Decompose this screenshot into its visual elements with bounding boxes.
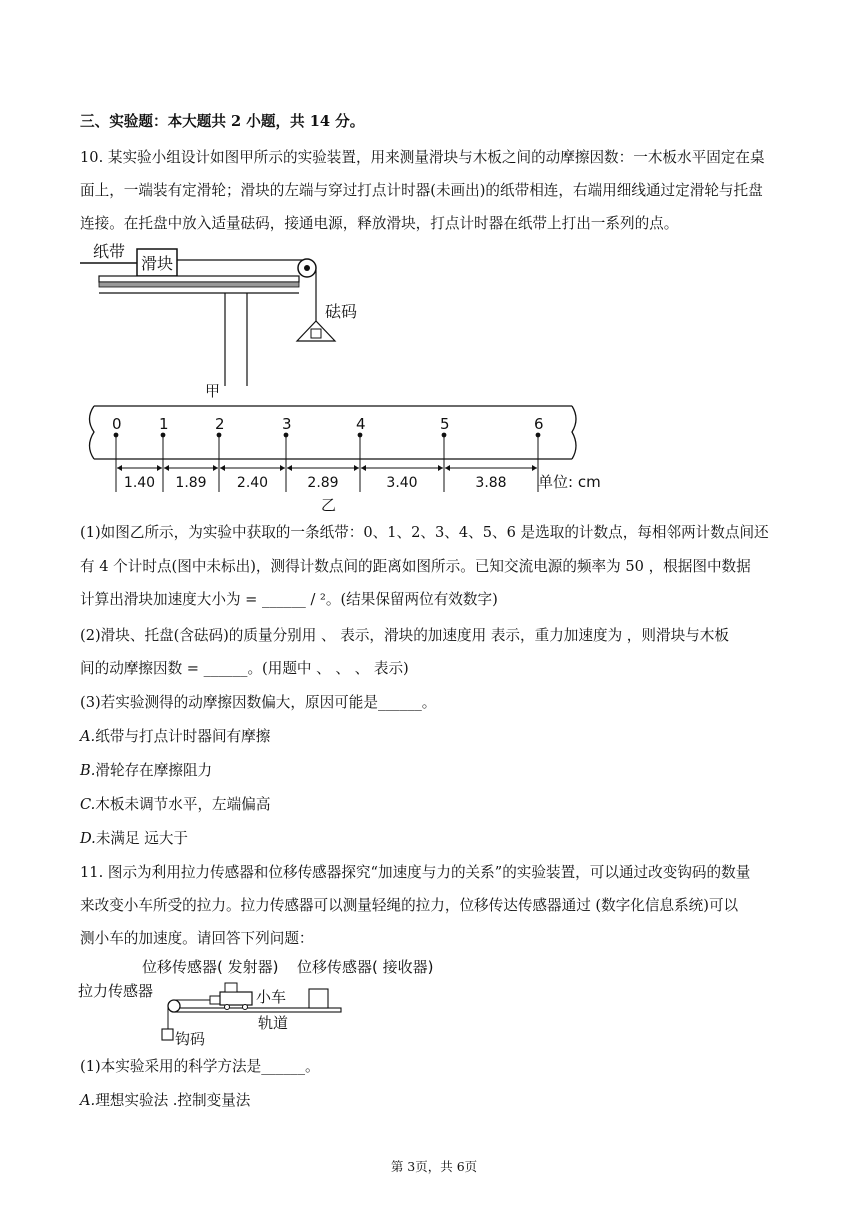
q11-sub1: (1)本实验采用的科学方法是______。	[80, 1058, 320, 1075]
option-text: 纸带与打点计时器间有摩擦	[95, 728, 271, 745]
arrow-head-icon	[164, 465, 169, 471]
sensor-receiver-label: 位移传感器( 接收器)	[297, 958, 434, 976]
figure-q11-apparatus	[75, 952, 455, 1052]
q10-sub1-line-1: (1)如图乙所示，为实验中获取的一条纸带：0、1、2、3、4、5、6 是选取的计数点，每相邻两计数点间还	[80, 524, 769, 541]
tape-left-tear	[90, 406, 95, 459]
arrow-head-icon	[445, 465, 450, 471]
arrow-head-icon	[361, 465, 366, 471]
option-text: 未满足 远大于	[95, 830, 189, 847]
page-footer: 第 3页，共 6页	[390, 1159, 478, 1174]
q10-option-c	[80, 795, 270, 815]
option-text: 滑轮存在摩擦阻力	[95, 762, 213, 779]
hook-weight-icon	[162, 1029, 173, 1040]
pulley-icon	[168, 1000, 180, 1012]
q10-option-b	[80, 761, 212, 781]
arrow-head-icon	[287, 465, 292, 471]
cart-icon	[220, 992, 252, 1005]
q10-sub1-line-3: 计算出滑块加速度大小为 = ______ / ²。(结果保留两位有效数字)	[80, 591, 498, 608]
tape-point-label: 3	[282, 415, 292, 433]
arrow-head-icon	[157, 465, 162, 471]
q10-stem-line-1: 10. 某实验小组设计如图甲所示的实验装置，用来测量滑块与木板之间的动摩擦因数：一木板水平固定在桌	[80, 149, 765, 166]
arrow-head-icon	[280, 465, 285, 471]
wooden-board	[99, 276, 299, 282]
distance-label: 1.40	[123, 475, 156, 491]
tape-right-tear	[572, 406, 576, 459]
board-edge	[99, 282, 299, 287]
arrow-head-icon	[354, 465, 359, 471]
figure-jia-caption: 甲	[205, 382, 221, 400]
distance-label: 2.40	[236, 475, 269, 491]
arrow-head-icon	[532, 465, 537, 471]
force-sensor-label: 拉力传感器	[78, 982, 154, 1000]
q10-option-a	[80, 727, 270, 747]
option-text: 木板未调节水平，左端偏高	[95, 796, 271, 813]
q11-stem-line-3: 测小车的加速度。请回答下列问题：	[80, 930, 314, 947]
arrow-head-icon	[438, 465, 443, 471]
distance-label: 2.89	[307, 475, 339, 491]
tape-unit-label: 单位: cm	[538, 473, 601, 491]
sensor-emitter-label: 位移传感器( 发射器)	[142, 958, 279, 976]
arrow-head-icon	[117, 465, 122, 471]
q10-stem-line-3: 连接。在托盘中放入适量砝码，接通电源，释放滑块，打点计时器在纸带上打出一系列的点。	[80, 215, 679, 232]
cart-wheel-icon	[225, 1005, 230, 1010]
arrow-head-icon	[220, 465, 225, 471]
option-text: 理想实验法 .控制变量法	[95, 1092, 251, 1109]
tape-point-label: 1	[159, 415, 169, 433]
figure-jia-apparatus	[75, 238, 395, 403]
q10-sub1-line-2: 有 4 个计时点(图中未标出)，测得计数点间的距离如图所示。已知交流电源的频率为 50 ，根据图中数据	[80, 558, 751, 575]
q10-sub3: (3)若实验测得的动摩擦因数偏大，原因可能是______。	[80, 694, 437, 711]
q11-option-a	[80, 1091, 250, 1111]
distance-label: 1.89	[175, 475, 207, 491]
receiver-icon	[309, 989, 328, 1008]
option-letter: A.	[80, 1092, 96, 1109]
option-letter: C.	[80, 796, 96, 813]
q11-stem-line-1: 11. 图示为利用拉力传感器和位移传感器探究“加速度与力的关系”的实验装置，可以通过改变钩码的数量	[80, 864, 751, 881]
track-label: 轨道	[258, 1014, 289, 1032]
option-letter: A.	[80, 728, 96, 745]
figure-yi-caption: 乙	[321, 496, 337, 514]
tape-point-label: 0	[112, 415, 122, 433]
q10-sub2-line-2: 间的动摩擦因数 = ______。(用题中 、 、 、 表示)	[80, 660, 409, 677]
pulley-axle-icon	[304, 265, 310, 271]
cart-wheel-icon	[243, 1005, 248, 1010]
arrow-head-icon	[213, 465, 218, 471]
force-sensor-icon	[210, 996, 220, 1004]
hook-weight-label: 钩码	[175, 1030, 206, 1048]
q11-stem-line-2: 来改变小车所受的拉力。拉力传感器可以测量轻绳的拉力，位移传达传感器通过 (数字化信息系统)可以	[80, 897, 739, 914]
figure-yi-paper-tape	[80, 402, 610, 514]
weight-icon	[311, 329, 321, 338]
paper-tape-label: 纸带	[93, 242, 126, 261]
cart-label: 小车	[256, 988, 287, 1006]
option-letter: B.	[80, 762, 96, 779]
tape-point-label: 4	[356, 415, 366, 433]
slider-block-label: 滑块	[141, 254, 174, 273]
track	[175, 1008, 341, 1012]
tape-point-label: 5	[440, 415, 450, 433]
q10-option-d	[80, 829, 188, 849]
emitter-icon	[225, 983, 237, 992]
distance-label: 3.88	[475, 475, 507, 491]
option-letter: D.	[80, 830, 96, 847]
tape-point-label: 2	[215, 415, 225, 433]
distance-label: 3.40	[386, 475, 418, 491]
weight-label: 砝码	[325, 302, 358, 321]
section-title: 三、实验题：本大题共 2 小题，共 14 分。	[80, 113, 365, 130]
q10-sub2-line-1: (2)滑块、托盘(含砝码)的质量分别用 、 表示，滑块的加速度用 表示，重力加速度为 ，则滑块与木板	[80, 627, 729, 644]
tape-point-label: 6	[534, 415, 544, 433]
q10-stem-line-2: 面上，一端装有定滑轮；滑块的左端与穿过打点计时器(未画出)的纸带相连，右端用细线通过定滑轮与托盘	[80, 182, 763, 199]
